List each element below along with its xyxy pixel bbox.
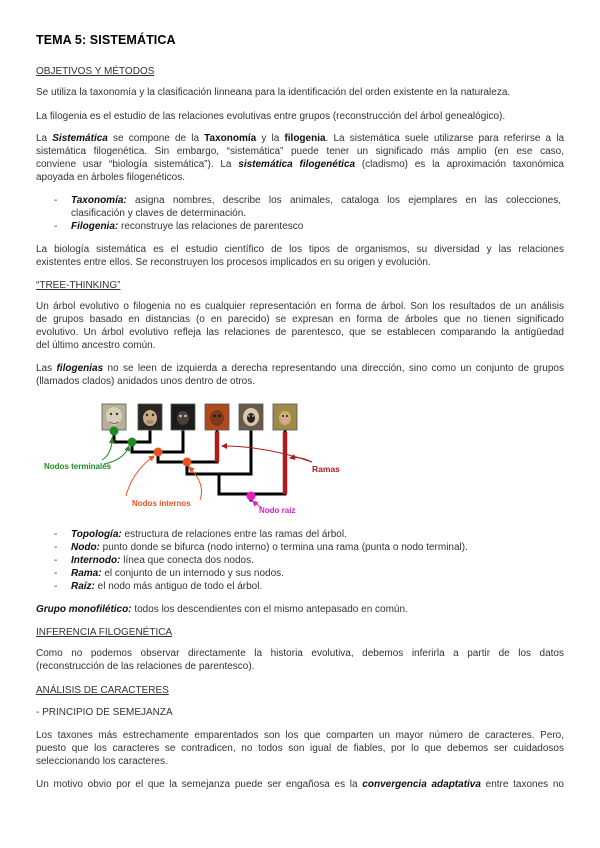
bullet-text (71, 541, 561, 554)
bullet-dash: - (54, 542, 58, 553)
tree-branches (114, 432, 285, 500)
paragraph-5-line-2: de grupos basado en distancias (o en parecido) se expresan en forma de árboles que no tienen significado (36, 314, 564, 325)
paragraph-7 (36, 603, 564, 616)
bullet-term: Raíz: (71, 581, 95, 592)
bullet-text (71, 220, 561, 233)
paragraph-5-line-3: evolutivo. Un árbol evolutivo refleja las relaciones de parentesco, que se establecen comparando la antigüedad (36, 327, 564, 338)
subheading-principio: - PRINCIPIO DE SEMEJANZA (36, 707, 173, 718)
text-run: todos los descendientes con el mismo antepasado en común. (131, 604, 408, 615)
paragraph-3-line-3 (36, 158, 564, 171)
text-run: estructura de relaciones entre las ramas del árbol. (121, 529, 347, 540)
arrow-terminales-1 (102, 438, 112, 460)
paragraph-10-line-1 (36, 778, 564, 791)
primate-portrait-3-icon (171, 404, 195, 430)
primate-portrait-1-icon (102, 404, 126, 430)
paragraph-8-line-2: (reconstrucción de las relaciones de parentesco). (36, 661, 255, 672)
text-run: línea que conecta dos nodos. (120, 555, 254, 566)
section-heading-analisis: ANÁLISIS DE CARACTERES (36, 685, 169, 696)
bullet-line: clasificación y claves de determinación. (71, 208, 247, 219)
bullet-dash: - (54, 568, 58, 579)
bullet-term: Rama: (71, 568, 102, 579)
bullet-term: Filogenia: (71, 221, 119, 232)
paragraph-3-line-4: apoyada en árboles filogenéticos. (36, 172, 185, 183)
label-nodos-internos: Nodos internos (132, 499, 191, 508)
internal-node (154, 448, 163, 457)
root-node (247, 492, 256, 501)
terminal-node (128, 438, 137, 447)
paragraph-9-line-3: seleccionando los caracteres. (36, 756, 168, 767)
paragraph-6-line-2: (llamados clados) anidados unos dentro de otros. (36, 376, 256, 387)
paragraph-3-line-1 (36, 132, 564, 145)
text-run: . La sistemática suele utilizarse para referirse a la (325, 133, 565, 144)
bullet-dash: - (54, 555, 58, 566)
primate-portrait-5-icon (239, 404, 263, 430)
term-sistematica-filogenetica: sistemática filogenética (238, 159, 356, 170)
text-run: La (36, 133, 53, 144)
term-sistematica: Sistemática (52, 133, 108, 144)
text-run: asigna nombres, describe los animales, cataloga los ejemplares en las colecciones, (126, 195, 561, 206)
bullet-text (71, 580, 561, 593)
paragraph-4 (36, 243, 564, 269)
text-run: el nodo más antiguo de todo el árbol. (94, 581, 263, 592)
text-run: no se leen de izquierda a derecha representando una dirección, sino como un conjunto de grupos (103, 363, 564, 374)
bullet-text (71, 554, 561, 567)
primate-portrait-6-icon (273, 404, 297, 430)
text-run: punto donde se bifurca (nodo interno) o termina una rama (punta o nodo terminal). (99, 542, 468, 553)
arrow-ramas-2 (222, 446, 312, 462)
paragraph-5-line-4: del último ancestro común. (36, 340, 156, 351)
text-run: y la (256, 133, 285, 144)
bullet-dash: - (54, 581, 58, 592)
text-run: Un motivo obvio por el que la semejanza puede ser engañosa es la (36, 779, 363, 790)
arrow-internos-2 (189, 467, 202, 500)
paragraph-2: La filogenia es el estudio de las relaciones evolutivas entre grupos (reconstrucción del árbol genealógico). (36, 111, 506, 122)
internal-node (183, 458, 192, 467)
term-taxonomia: Taxonomía (204, 133, 257, 144)
section-heading-inferencia: INFERENCIA FILOGENÉTICA (36, 627, 173, 638)
text-run: (cladismo) es la aproximación taxonómica (355, 159, 564, 170)
bullet-dash: - (54, 221, 58, 232)
text-run: reconstruye las relaciones de parentesco (118, 221, 304, 232)
paragraph-5-line-1: Un árbol evolutivo o filogenia no es cualquier representación en forma de árbol. Son los resultados de un análisis (36, 301, 564, 312)
arrow-internos-1 (126, 456, 154, 496)
paragraph-3 (36, 132, 564, 184)
label-nodo-raiz: Nodo raíz (259, 506, 296, 515)
tree-branch (158, 432, 217, 462)
bullet-term: Topología: (71, 529, 122, 540)
paragraph-9 (36, 729, 564, 768)
text-run: Las (36, 363, 57, 374)
bullet-dash: - (54, 529, 58, 540)
paragraph-5 (36, 300, 564, 352)
label-nodos-terminales: Nodos terminales (44, 462, 112, 471)
bullet-dash: - (54, 195, 58, 206)
text-run: entre taxones no (480, 779, 564, 790)
section-heading-tree-thinking: “TREE-THINKING” (36, 280, 121, 291)
list-item (54, 194, 561, 220)
paragraph-4-line-1: La biología sistemática es el estudio científico de los tipos de organismos, su diversidad y las relaciones (36, 244, 564, 255)
paragraph-4-line-2: existentes entre ellos. Se reconstruyen los procesos implicados en su origen y evolución. (36, 257, 431, 268)
primate-portrait-2-icon (138, 404, 162, 430)
terminal-node (110, 427, 119, 436)
term-filogenia: filogenia (284, 133, 326, 144)
phylogenetic-tree-figure (0, 396, 600, 526)
paragraph-9-line-1: Los taxones más estrechamente emparentados son los que comparten un mayor número de caracteres. Pero, (36, 730, 564, 741)
text-run: el conjunto de un internodo y sus nodos. (101, 568, 284, 579)
term-convergencia-adaptativa: convergencia adaptativa (362, 779, 481, 790)
bullet-term: Nodo: (71, 542, 100, 553)
page-title: TEMA 5: SISTEMÁTICA (36, 33, 176, 47)
paragraph-8-line-1: Como no podemos observar directamente la historia evolutiva, debemos inferirla a partir de los datos (36, 648, 564, 659)
bullet-term: Taxonomía: (71, 195, 127, 206)
bullet-term: Internodo: (71, 555, 121, 566)
paragraph-10 (36, 778, 564, 791)
bullet-line (71, 194, 561, 207)
paragraph-3-line-2: sistemática filogenética. Sin embargo, “sistemática” puede tener un significado más amplio (en ese caso, (36, 146, 564, 157)
term-filogenias: filogenias (56, 363, 104, 374)
paragraph-1: Se utiliza la taxonomía y la clasificación linneana para la identificación del orden existente en la naturaleza. (36, 87, 511, 98)
paragraph-9-line-2: puesto que los caracteres se contradicen, no todos son igual de fiables, por lo que debemos ser cuidadosos (36, 743, 564, 754)
primate-portrait-4-icon (205, 404, 229, 430)
paragraph-6 (36, 362, 564, 388)
bullet-text (71, 528, 561, 541)
bullet-text (71, 194, 561, 220)
term-grupo-monofiletico: Grupo monofilético: (36, 604, 132, 615)
label-ramas: Ramas (312, 464, 340, 474)
text-run: se compone de la (107, 133, 205, 144)
text-run: conviene usar “biología sistemática”). La (36, 159, 239, 170)
section-heading-objetivos: OBJETIVOS Y MÉTODOS (36, 66, 155, 77)
bullet-text (71, 567, 561, 580)
paragraph-8 (36, 647, 564, 673)
paragraph-6-line-1 (36, 362, 564, 375)
